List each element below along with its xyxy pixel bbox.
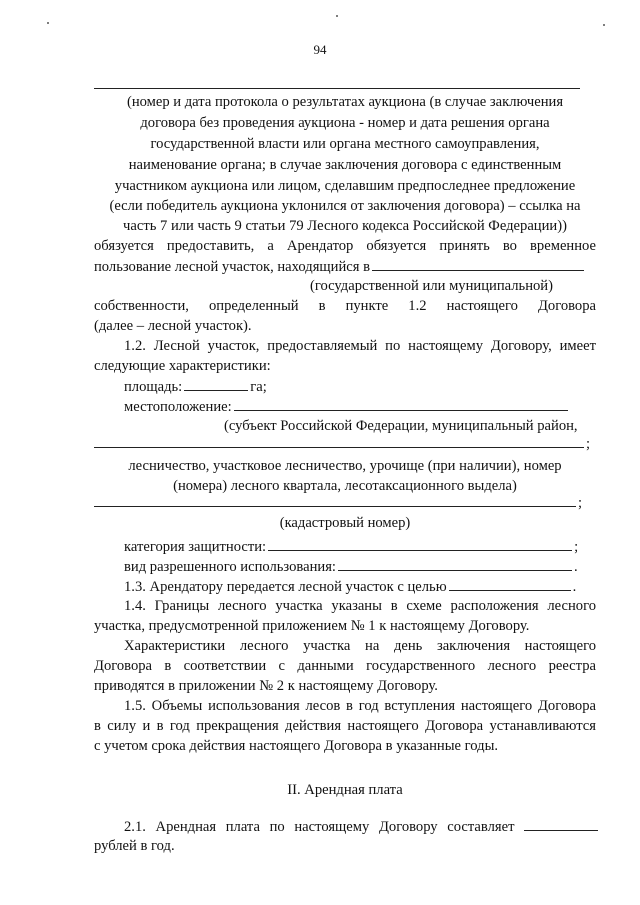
text-line: 1.3. Арендатору передается лесной участок с целью .: [94, 576, 596, 597]
section-heading: II. Арендная плата: [287, 782, 403, 798]
text-line: рублей в год.: [94, 838, 175, 854]
text-line: 2.1. Арендная плата по настоящему Договору составляет: [94, 816, 596, 837]
fill-blank: [94, 492, 576, 507]
text-line: 1.5. Объемы использования лесов в год вступления настоящего Договора: [124, 698, 596, 714]
text-line: ;: [94, 433, 596, 454]
hint-line: лесничество, участковое лесничество, урочище (при наличии), номер: [128, 458, 562, 474]
scan-speck: [603, 24, 605, 26]
top-fill-line: [94, 88, 580, 89]
fill-blank: [338, 556, 572, 571]
text-line: договора без проведения аукциона - номер и дата решения органа: [140, 115, 550, 131]
text-line: 1.2. Лесной участок, предоставляемый по настоящему Договору, имеет: [124, 338, 596, 354]
text-line: (если победитель аукциона уклонился от заключения договора) – ссылка на: [109, 198, 581, 214]
text-line: обязуется предоставить, а Арендатор обязуется принять во временное: [94, 238, 596, 254]
text-line: с учетом срока действия настоящего Договора в указанные годы.: [94, 738, 499, 754]
scan-speck: [47, 22, 49, 24]
hint-line: (субъект Российской Федерации, муниципальный район,: [224, 418, 578, 434]
text-line: участка, предусмотренной приложением № 1 к настоящему Договору.: [94, 618, 530, 634]
text-line: категория защитности: ;: [94, 536, 596, 557]
hint-line: (номера) лесного квартала, лесотаксационного выдела): [173, 478, 517, 494]
text-line: в силу и в год прекращения действия настоящего Договора устанавливаются: [94, 718, 596, 734]
text-line: часть 7 или часть 9 статьи 79 Лесного кодекса Российской Федерации)): [123, 218, 567, 234]
text-line: следующие характеристики:: [94, 358, 271, 374]
text-line: наименование органа; в случае заключения договора с единственным: [128, 157, 562, 173]
fill-blank: [184, 376, 248, 391]
fill-blank: [234, 396, 568, 411]
page-number: 94: [313, 42, 327, 57]
text-line: вид разрешенного использования: .: [94, 556, 596, 577]
text-line: ;: [94, 492, 596, 513]
text-line: Договора в соответствии с данными государственного лесного реестра: [94, 658, 596, 674]
text-line: (номер и дата протокола о результатах аукциона (в случае заключения: [126, 94, 564, 110]
fill-blank: [524, 816, 598, 831]
text-line: Характеристики лесного участка на день заключения настоящего: [124, 638, 596, 654]
text-line: пользование лесной участок, находящийся в: [94, 256, 596, 277]
fill-blank: [449, 576, 571, 591]
hint-line: (государственной или муниципальной): [310, 278, 553, 294]
text-line: площадь: га;: [94, 376, 596, 397]
text-line: государственной власти или органа местного самоуправления,: [150, 136, 540, 152]
text-line: местоположение:: [94, 396, 596, 417]
fill-blank: [372, 256, 584, 271]
fill-blank: [94, 433, 584, 448]
text-line: 1.4. Границы лесного участка указаны в схеме расположения лесного: [124, 598, 596, 614]
text-line: участником аукциона или лицом, сделавшим предпоследнее предложение: [114, 178, 576, 194]
fill-blank: [268, 536, 572, 551]
text-line: (далее – лесной участок).: [94, 318, 252, 334]
text-line: приводятся в приложении № 2 к настоящему Договору.: [94, 678, 438, 694]
scan-speck: [336, 15, 338, 17]
hint-line: (кадастровый номер): [279, 515, 411, 531]
text-line: собственности, определенный в пункте 1.2 настоящего Договора: [94, 298, 596, 314]
